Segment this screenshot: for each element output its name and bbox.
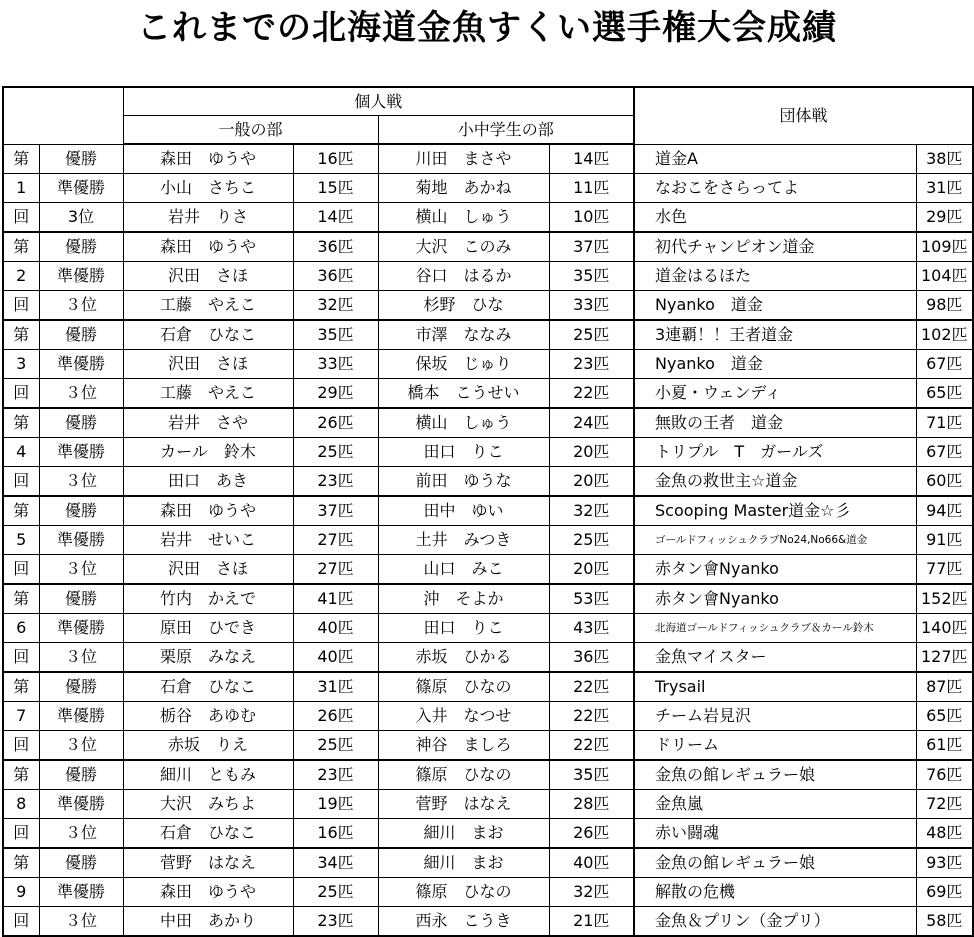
general-count-cell: 26匹 bbox=[293, 702, 378, 731]
general-count-cell: 32匹 bbox=[293, 291, 378, 321]
general-name-cell: 栗原 みなえ bbox=[123, 643, 293, 673]
team-count-cell: 67匹 bbox=[916, 438, 973, 467]
edition-label-char: 第 bbox=[3, 672, 39, 702]
student-count-cell: 37匹 bbox=[549, 232, 634, 262]
table-row bbox=[3, 819, 973, 849]
general-count-cell: 37匹 bbox=[293, 496, 378, 526]
edition-label-char: 回 bbox=[3, 555, 39, 585]
general-count-cell: 25匹 bbox=[293, 878, 378, 907]
table-row bbox=[3, 350, 973, 379]
table-row bbox=[3, 291, 973, 321]
table-row bbox=[3, 584, 973, 614]
team-name-cell: 赤タン會Nyanko bbox=[634, 584, 916, 614]
rank-cell: ３位 bbox=[39, 731, 123, 761]
table-row bbox=[3, 408, 973, 438]
general-count-cell: 16匹 bbox=[293, 819, 378, 849]
general-count-cell: 27匹 bbox=[293, 526, 378, 555]
student-name-cell: 山口 みこ bbox=[378, 555, 549, 585]
rank-cell: 優勝 bbox=[39, 584, 123, 614]
page-title: これまでの北海道金魚すくい選手権大会成績 bbox=[137, 8, 837, 48]
student-name-cell: 田口 りこ bbox=[378, 614, 549, 643]
rank-cell: 準優勝 bbox=[39, 438, 123, 467]
general-count-cell: 34匹 bbox=[293, 848, 378, 878]
general-count-cell: 15匹 bbox=[293, 174, 378, 203]
table-row bbox=[3, 379, 973, 409]
team-count-cell: 87匹 bbox=[916, 672, 973, 702]
student-count-cell: 36匹 bbox=[549, 643, 634, 673]
team-name-cell: Nyanko 道金 bbox=[634, 291, 916, 321]
table-row bbox=[3, 174, 973, 203]
header-individual: 個人戦 bbox=[123, 87, 634, 116]
student-count-cell: 35匹 bbox=[549, 760, 634, 790]
edition-label-char: 回 bbox=[3, 467, 39, 497]
team-count-cell: 104匹 bbox=[916, 262, 973, 291]
team-count-cell: 94匹 bbox=[916, 496, 973, 526]
general-count-cell: 23匹 bbox=[293, 907, 378, 937]
general-name-cell: 森田 ゆうや bbox=[123, 232, 293, 262]
student-name-cell: 杉野 ひな bbox=[378, 291, 549, 321]
edition-label-char: 1 bbox=[3, 174, 39, 203]
team-count-cell: 48匹 bbox=[916, 819, 973, 849]
edition-label-char: 回 bbox=[3, 907, 39, 937]
edition-label-char: 第 bbox=[3, 848, 39, 878]
rank-cell: 準優勝 bbox=[39, 526, 123, 555]
edition-label-char: 回 bbox=[3, 731, 39, 761]
rank-cell: 準優勝 bbox=[39, 702, 123, 731]
general-name-cell: 大沢 みちよ bbox=[123, 790, 293, 819]
general-name-cell: 栃谷 あゆむ bbox=[123, 702, 293, 731]
header-student: 小中学生の部 bbox=[378, 116, 634, 145]
table-row bbox=[3, 702, 973, 731]
student-count-cell: 24匹 bbox=[549, 408, 634, 438]
team-name-cell: なおこをさらってよ bbox=[634, 174, 916, 203]
team-count-cell: 71匹 bbox=[916, 408, 973, 438]
student-count-cell: 20匹 bbox=[549, 467, 634, 497]
general-name-cell: 森田 ゆうや bbox=[123, 144, 293, 174]
table-row bbox=[3, 467, 973, 497]
edition-label-char: 回 bbox=[3, 643, 39, 673]
student-count-cell: 22匹 bbox=[549, 702, 634, 731]
general-count-cell: 41匹 bbox=[293, 584, 378, 614]
general-count-cell: 14匹 bbox=[293, 203, 378, 233]
general-count-cell: 23匹 bbox=[293, 760, 378, 790]
rank-cell: 準優勝 bbox=[39, 350, 123, 379]
general-name-cell: 沢田 さほ bbox=[123, 555, 293, 585]
team-name-cell: 金魚マイスター bbox=[634, 643, 916, 673]
general-name-cell: 原田 ひでき bbox=[123, 614, 293, 643]
team-count-cell: 152匹 bbox=[916, 584, 973, 614]
student-name-cell: 谷口 はるか bbox=[378, 262, 549, 291]
rank-cell: 3位 bbox=[39, 203, 123, 233]
edition-label-char: 第 bbox=[3, 144, 39, 174]
team-count-cell: 65匹 bbox=[916, 379, 973, 409]
team-count-cell: 77匹 bbox=[916, 555, 973, 585]
student-name-cell: 川田 まさや bbox=[378, 144, 549, 174]
edition-label-char: 5 bbox=[3, 526, 39, 555]
rank-cell: 準優勝 bbox=[39, 262, 123, 291]
team-name-cell: 金魚の救世主☆道金 bbox=[634, 467, 916, 497]
general-name-cell: 石倉 ひなこ bbox=[123, 672, 293, 702]
general-name-cell: 石倉 ひなこ bbox=[123, 320, 293, 350]
rank-cell: 優勝 bbox=[39, 320, 123, 350]
team-count-cell: 98匹 bbox=[916, 291, 973, 321]
team-count-cell: 127匹 bbox=[916, 643, 973, 673]
general-count-cell: 40匹 bbox=[293, 643, 378, 673]
general-name-cell: 工藤 やえこ bbox=[123, 379, 293, 409]
general-count-cell: 27匹 bbox=[293, 555, 378, 585]
edition-label-char: 第 bbox=[3, 496, 39, 526]
team-count-cell: 65匹 bbox=[916, 702, 973, 731]
team-count-cell: 69匹 bbox=[916, 878, 973, 907]
rank-cell: ３位 bbox=[39, 555, 123, 585]
general-name-cell: 岩井 りさ bbox=[123, 203, 293, 233]
student-name-cell: 保坂 じゅり bbox=[378, 350, 549, 379]
student-count-cell: 43匹 bbox=[549, 614, 634, 643]
table-row bbox=[3, 731, 973, 761]
student-name-cell: 細川 まお bbox=[378, 848, 549, 878]
team-count-cell: 109匹 bbox=[916, 232, 973, 262]
general-count-cell: 25匹 bbox=[293, 438, 378, 467]
student-count-cell: 33匹 bbox=[549, 291, 634, 321]
rank-cell: ３位 bbox=[39, 467, 123, 497]
team-name-cell: Trysail bbox=[634, 672, 916, 702]
rank-cell: ３位 bbox=[39, 291, 123, 321]
general-name-cell: 森田 ゆうや bbox=[123, 878, 293, 907]
table-row bbox=[3, 555, 973, 585]
student-count-cell: 22匹 bbox=[549, 672, 634, 702]
team-name-cell: 金魚嵐 bbox=[634, 790, 916, 819]
general-name-cell: 小山 さちこ bbox=[123, 174, 293, 203]
team-count-cell: 29匹 bbox=[916, 203, 973, 233]
rank-cell: 準優勝 bbox=[39, 790, 123, 819]
student-count-cell: 23匹 bbox=[549, 350, 634, 379]
table-row bbox=[3, 760, 973, 790]
team-name-cell: 道金はるほた bbox=[634, 262, 916, 291]
edition-label-char: 2 bbox=[3, 262, 39, 291]
student-count-cell: 32匹 bbox=[549, 496, 634, 526]
team-count-cell: 61匹 bbox=[916, 731, 973, 761]
team-count-cell: 102匹 bbox=[916, 320, 973, 350]
rank-cell: 優勝 bbox=[39, 232, 123, 262]
edition-label-char: 第 bbox=[3, 760, 39, 790]
rank-cell: 優勝 bbox=[39, 760, 123, 790]
table-row bbox=[3, 790, 973, 819]
student-count-cell: 22匹 bbox=[549, 731, 634, 761]
team-name-cell: トリプル T ガールズ bbox=[634, 438, 916, 467]
team-count-cell: 72匹 bbox=[916, 790, 973, 819]
general-name-cell: 田口 あき bbox=[123, 467, 293, 497]
edition-label-char: 第 bbox=[3, 320, 39, 350]
general-count-cell: 36匹 bbox=[293, 232, 378, 262]
table-header bbox=[3, 87, 973, 144]
general-name-cell: 岩井 さや bbox=[123, 408, 293, 438]
general-name-cell: 中田 あかり bbox=[123, 907, 293, 937]
student-count-cell: 25匹 bbox=[549, 526, 634, 555]
header-team: 団体戦 bbox=[634, 87, 973, 144]
general-name-cell: 岩井 せいこ bbox=[123, 526, 293, 555]
student-name-cell: 前田 ゆうな bbox=[378, 467, 549, 497]
general-count-cell: 33匹 bbox=[293, 350, 378, 379]
team-count-cell: 76匹 bbox=[916, 760, 973, 790]
general-count-cell: 25匹 bbox=[293, 731, 378, 761]
table-row bbox=[3, 496, 973, 526]
team-name-cell: 道金A bbox=[634, 144, 916, 174]
team-name-cell: ゴールドフィッシュクラブNo24,No66&道金 bbox=[634, 526, 916, 555]
edition-label-char: 回 bbox=[3, 819, 39, 849]
rank-cell: 優勝 bbox=[39, 144, 123, 174]
edition-label-char: 9 bbox=[3, 878, 39, 907]
table-row bbox=[3, 438, 973, 467]
team-count-cell: 140匹 bbox=[916, 614, 973, 643]
student-count-cell: 53匹 bbox=[549, 584, 634, 614]
general-name-cell: 工藤 やえこ bbox=[123, 291, 293, 321]
team-name-cell: 解散の危機 bbox=[634, 878, 916, 907]
student-name-cell: 赤坂 ひかる bbox=[378, 643, 549, 673]
student-count-cell: 22匹 bbox=[549, 379, 634, 409]
general-count-cell: 31匹 bbox=[293, 672, 378, 702]
team-name-cell: Nyanko 道金 bbox=[634, 350, 916, 379]
rank-cell: 準優勝 bbox=[39, 174, 123, 203]
table-row bbox=[3, 907, 973, 937]
general-count-cell: 35匹 bbox=[293, 320, 378, 350]
student-name-cell: 橋本 こうせい bbox=[378, 379, 549, 409]
edition-label-char: 8 bbox=[3, 790, 39, 819]
student-count-cell: 26匹 bbox=[549, 819, 634, 849]
rank-cell: 優勝 bbox=[39, 672, 123, 702]
edition-label-char: 回 bbox=[3, 203, 39, 233]
table-row bbox=[3, 144, 973, 174]
team-count-cell: 31匹 bbox=[916, 174, 973, 203]
student-name-cell: 入井 なつせ bbox=[378, 702, 549, 731]
team-count-cell: 93匹 bbox=[916, 848, 973, 878]
general-count-cell: 29匹 bbox=[293, 379, 378, 409]
general-name-cell: 森田 ゆうや bbox=[123, 496, 293, 526]
general-count-cell: 40匹 bbox=[293, 614, 378, 643]
edition-label-char: 第 bbox=[3, 584, 39, 614]
general-count-cell: 19匹 bbox=[293, 790, 378, 819]
student-name-cell: 田中 ゆい bbox=[378, 496, 549, 526]
student-count-cell: 20匹 bbox=[549, 438, 634, 467]
edition-label-char: 第 bbox=[3, 232, 39, 262]
student-name-cell: 西永 こうき bbox=[378, 907, 549, 937]
student-count-cell: 28匹 bbox=[549, 790, 634, 819]
team-name-cell: 金魚の館レギュラー娘 bbox=[634, 848, 916, 878]
general-name-cell: 石倉 ひなこ bbox=[123, 819, 293, 849]
general-name-cell: 沢田 さほ bbox=[123, 350, 293, 379]
general-count-cell: 16匹 bbox=[293, 144, 378, 174]
table-row bbox=[3, 878, 973, 907]
team-name-cell: 無敗の王者 道金 bbox=[634, 408, 916, 438]
rank-cell: ３位 bbox=[39, 643, 123, 673]
student-name-cell: 土井 みつき bbox=[378, 526, 549, 555]
student-name-cell: 菊地 あかね bbox=[378, 174, 549, 203]
table-row bbox=[3, 672, 973, 702]
student-name-cell: 市澤 ななみ bbox=[378, 320, 549, 350]
student-count-cell: 35匹 bbox=[549, 262, 634, 291]
student-name-cell: 細川 まお bbox=[378, 819, 549, 849]
team-count-cell: 67匹 bbox=[916, 350, 973, 379]
student-count-cell: 21匹 bbox=[549, 907, 634, 937]
table-row bbox=[3, 614, 973, 643]
edition-label-char: 第 bbox=[3, 408, 39, 438]
rank-cell: ３位 bbox=[39, 907, 123, 937]
student-name-cell: 大沢 このみ bbox=[378, 232, 549, 262]
team-name-cell: Scooping Master道金☆彡 bbox=[634, 496, 916, 526]
student-name-cell: 神谷 ましろ bbox=[378, 731, 549, 761]
team-count-cell: 58匹 bbox=[916, 907, 973, 937]
rank-cell: 準優勝 bbox=[39, 614, 123, 643]
edition-label-char: 回 bbox=[3, 379, 39, 409]
general-name-cell: 赤坂 りえ bbox=[123, 731, 293, 761]
table-row bbox=[3, 203, 973, 233]
student-name-cell: 菅野 はなえ bbox=[378, 790, 549, 819]
edition-label-char: 3 bbox=[3, 350, 39, 379]
table-row bbox=[3, 643, 973, 673]
team-name-cell: 3連覇！！王者道金 bbox=[634, 320, 916, 350]
general-name-cell: カール 鈴木 bbox=[123, 438, 293, 467]
student-count-cell: 20匹 bbox=[549, 555, 634, 585]
student-name-cell: 横山 しゅう bbox=[378, 408, 549, 438]
table-row bbox=[3, 320, 973, 350]
team-count-cell: 38匹 bbox=[916, 144, 973, 174]
general-name-cell: 菅野 はなえ bbox=[123, 848, 293, 878]
rank-cell: 優勝 bbox=[39, 496, 123, 526]
team-name-cell: 水色 bbox=[634, 203, 916, 233]
team-name-cell: 金魚＆プリン（金プリ） bbox=[634, 907, 916, 937]
team-name-cell: 赤タン會Nyanko bbox=[634, 555, 916, 585]
team-name-cell: 小夏・ウェンディ bbox=[634, 379, 916, 409]
general-name-cell: 沢田 さほ bbox=[123, 262, 293, 291]
header-corner bbox=[3, 87, 123, 144]
student-count-cell: 32匹 bbox=[549, 878, 634, 907]
student-name-cell: 篠原 ひなの bbox=[378, 672, 549, 702]
table-row bbox=[3, 262, 973, 291]
team-name-cell: 初代チャンピオン道金 bbox=[634, 232, 916, 262]
general-name-cell: 細川 ともみ bbox=[123, 760, 293, 790]
student-name-cell: 田口 りこ bbox=[378, 438, 549, 467]
rank-cell: ３位 bbox=[39, 379, 123, 409]
team-name-cell: 赤い闘魂 bbox=[634, 819, 916, 849]
student-name-cell: 横山 しゅう bbox=[378, 203, 549, 233]
header-general: 一般の部 bbox=[123, 116, 378, 145]
student-count-cell: 11匹 bbox=[549, 174, 634, 203]
general-count-cell: 26匹 bbox=[293, 408, 378, 438]
rank-cell: 準優勝 bbox=[39, 878, 123, 907]
team-name-cell: ドリーム bbox=[634, 731, 916, 761]
student-count-cell: 10匹 bbox=[549, 203, 634, 233]
edition-label-char: 7 bbox=[3, 702, 39, 731]
team-name-cell: 金魚の館レギュラー娘 bbox=[634, 760, 916, 790]
table-row bbox=[3, 232, 973, 262]
results-table bbox=[2, 86, 974, 937]
student-name-cell: 篠原 ひなの bbox=[378, 878, 549, 907]
student-count-cell: 25匹 bbox=[549, 320, 634, 350]
team-name-cell: チーム岩見沢 bbox=[634, 702, 916, 731]
student-count-cell: 40匹 bbox=[549, 848, 634, 878]
table-body bbox=[3, 144, 973, 936]
general-count-cell: 36匹 bbox=[293, 262, 378, 291]
edition-label-char: 回 bbox=[3, 291, 39, 321]
student-name-cell: 沖 そよか bbox=[378, 584, 549, 614]
general-count-cell: 23匹 bbox=[293, 467, 378, 497]
rank-cell: ３位 bbox=[39, 819, 123, 849]
table-row bbox=[3, 848, 973, 878]
team-count-cell: 60匹 bbox=[916, 467, 973, 497]
edition-label-char: 4 bbox=[3, 438, 39, 467]
student-name-cell: 篠原 ひなの bbox=[378, 760, 549, 790]
table-row bbox=[3, 526, 973, 555]
rank-cell: 優勝 bbox=[39, 848, 123, 878]
student-count-cell: 14匹 bbox=[549, 144, 634, 174]
edition-label-char: 6 bbox=[3, 614, 39, 643]
team-count-cell: 91匹 bbox=[916, 526, 973, 555]
general-name-cell: 竹内 かえで bbox=[123, 584, 293, 614]
team-name-cell: 北海道ゴールドフィッシュクラブ＆カール鈴木 bbox=[634, 614, 916, 643]
rank-cell: 優勝 bbox=[39, 408, 123, 438]
